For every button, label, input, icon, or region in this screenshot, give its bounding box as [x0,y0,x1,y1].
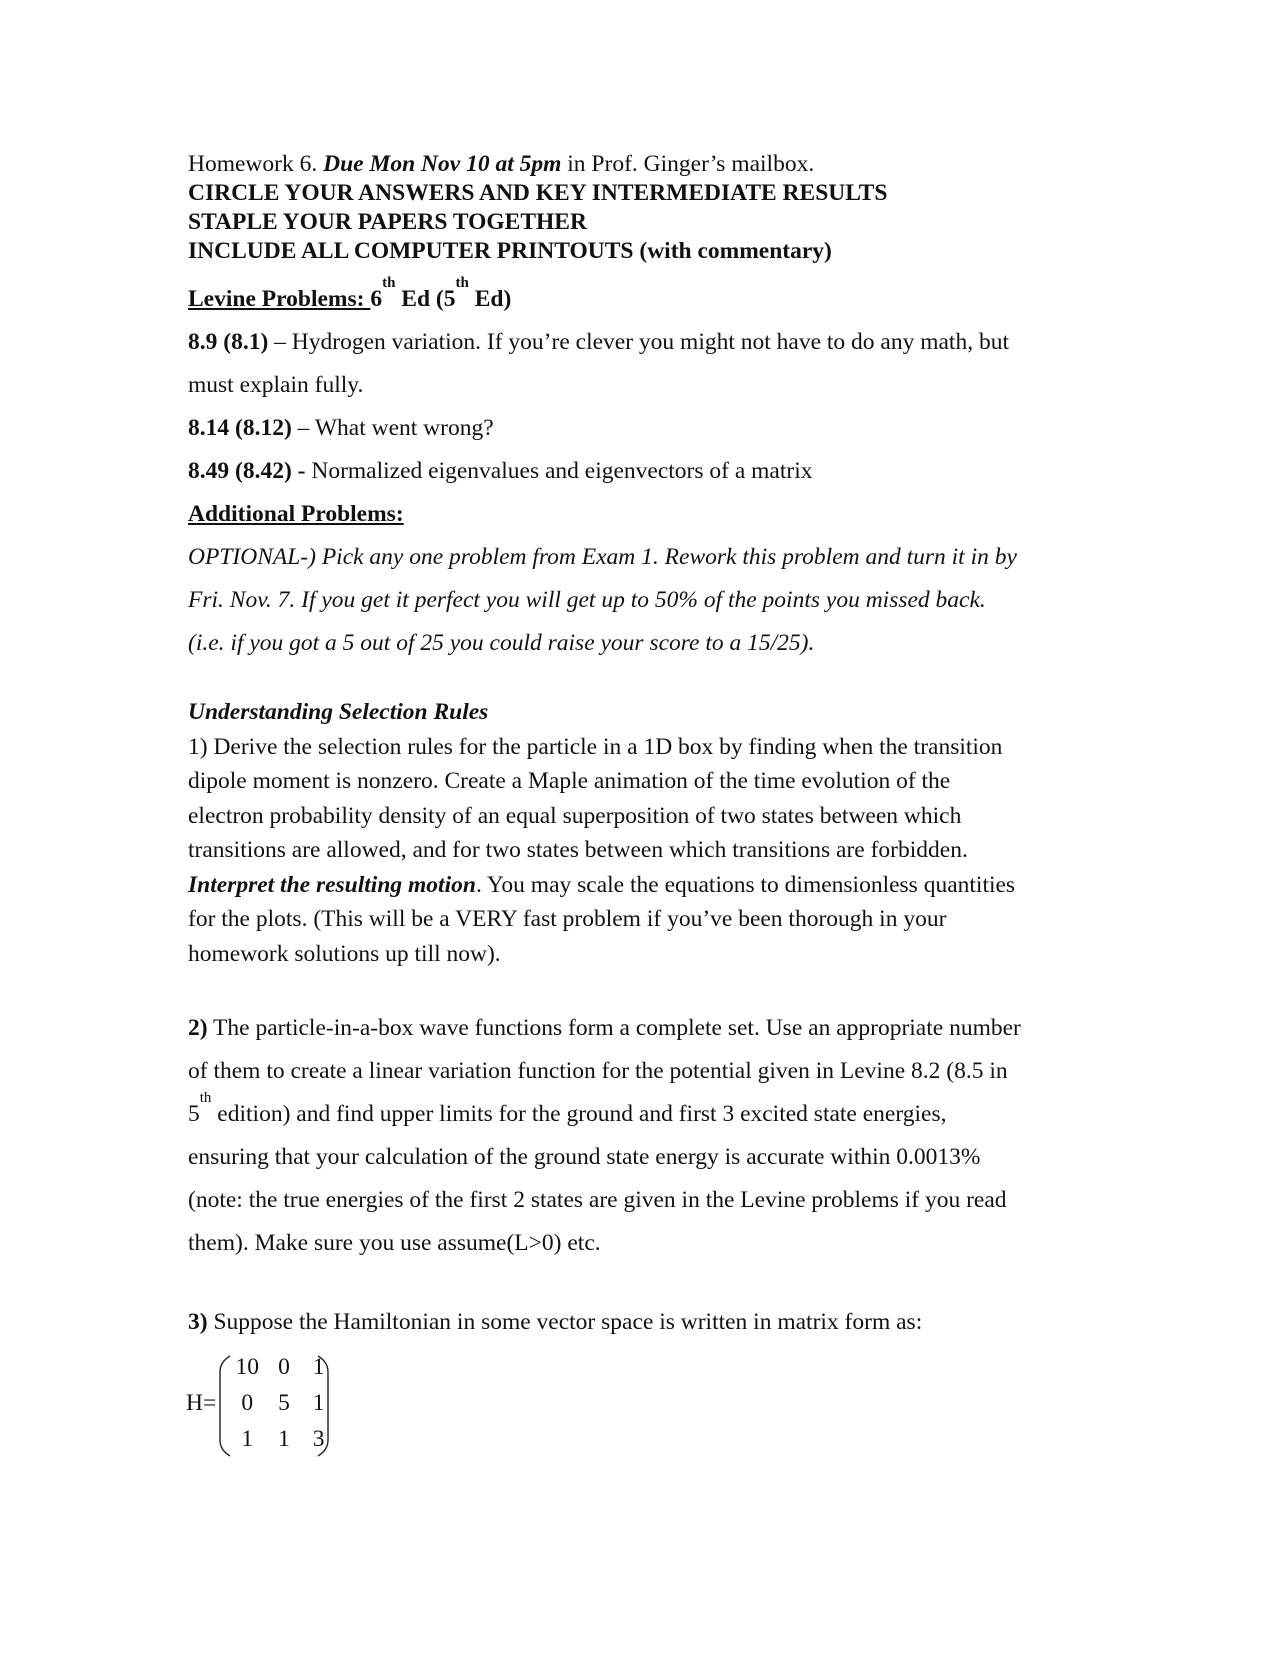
matrix-cell: 1 [312,1354,325,1380]
problem-text: Suppose the Hamiltonian in some vector space is written in matrix form as: [207,1309,923,1335]
problem-8-9 [188,321,1108,364]
selection-line-5 [188,868,1108,903]
interpret-emphasis: Interpret the resulting motion [188,871,476,898]
problem-8-14 [188,407,1108,450]
levine-heading-line [188,275,1108,321]
matrix-cell: 5 [278,1390,290,1416]
problem2-line-1 [188,1007,1108,1050]
hw-prefix: Homework 6. [188,151,324,177]
matrix-cell: 0 [278,1354,290,1380]
matrix-row-1 [228,1354,336,1381]
problem3-line [188,1301,1108,1344]
instruction-staple: STAPLE YOUR PAPERS TOGETHER [188,209,587,235]
edition-6: 6 [370,286,383,312]
homework-page [188,150,1108,1460]
selection-line-3: electron probability density of an equal superposition of two states between which [188,802,962,829]
hw-suffix: in Prof. Ginger’s mailbox. [561,151,815,177]
optional-line-3: (i.e. if you got a 5 out of 25 you could raise your score to a 15/25). [188,630,815,656]
problem2-line-4: ensuring that your calculation of the ground state energy is accurate within 0.0013% [188,1144,981,1170]
problem-number: 8.49 (8.42) - [188,458,306,484]
problem2-line-2: of them to create a linear variation function for the potential given in Levine 8.2 (8.5 in [188,1058,1008,1084]
selection-heading: Understanding Selection Rules [188,699,489,725]
problem-text: The particle-in-a-box wave functions form a complete set. Use an appropriate number [207,1015,1021,1041]
selection-line-2: dipole moment is nonzero. Create a Maple animation of the time evolution of the [188,768,951,794]
matrix-cell: 1 [241,1426,254,1452]
problem2-line-6: them). Make sure you use assume(L>0) etc. [188,1230,601,1256]
problem2-line-3 [188,1090,1108,1136]
problem-number: 2) [188,1015,208,1041]
optional-line-1: OPTIONAL-) Pick any one problem from Exam 1. Rework this problem and turn it in by [188,544,1017,570]
problem-8-49 [188,450,1108,493]
problem-text: – Hydrogen variation. If you’re clever you might not have to do any math, but [268,329,1009,355]
problem-text: – What went wrong? [291,415,494,441]
additional-heading: Additional Problems: [188,501,404,527]
matrix-row-2 [228,1390,336,1417]
optional-line-2: Fri. Nov. 7. If you get it perfect you will get up to 50% of the points you missed back. [188,587,986,613]
edition-close: Ed) [468,286,512,312]
problem-number: 8.14 (8.12) [188,415,292,441]
interpret-rest: . You may scale the equations to dimensionless quantities [475,871,1016,898]
edition-sup: th [199,1090,212,1106]
edition-5: Ed (5 [395,286,456,312]
matrix-cell: 0 [241,1390,254,1416]
instruction-printouts: INCLUDE ALL COMPUTER PRINTOUTS (with commentary) [188,238,832,264]
problem2-line-5: (note: the true energies of the first 2 states are given in the Levine problems if you read [188,1187,1007,1213]
problem-8-9-cont: must explain fully. [188,372,364,398]
selection-line-7: homework solutions up till now). [188,940,501,967]
problem-number: 3) [188,1309,208,1335]
problem-text: Normalized eigenvalues and eigenvectors of a matrix [305,458,813,484]
matrix-cell: 3 [312,1426,325,1452]
levine-heading: Levine Problems: [188,286,371,312]
header-line [188,150,1108,179]
problem-number: 8.9 (8.1) [188,329,269,355]
matrix-row-3 [228,1426,336,1453]
selection-line-1: 1) Derive the selection rules for the particle in a 1D box by finding when the transition [188,733,1003,760]
matrix-cell: 1 [312,1390,325,1416]
selection-line-6: for the plots. (This will be a VERY fast problem if you’ve been thorough in your [188,906,947,932]
edition-number: 5 [188,1101,200,1127]
matrix-cell: 1 [278,1426,290,1452]
edition-5-sup: th [455,275,469,291]
matrix-label: H= [186,1390,217,1416]
due-date: Due Mon Nov 10 at 5pm [323,151,562,177]
matrix-cell: 10 [235,1354,260,1380]
hamiltonian-matrix [188,1352,1108,1460]
edition-6-sup: th [382,275,396,291]
selection-line-4: transitions are allowed, and for two states between which transitions are forbidden. [188,837,968,863]
problem-text: edition) and find upper limits for the ground and first 3 excited state energies, [211,1101,947,1127]
instruction-circle: CIRCLE YOUR ANSWERS AND KEY INTERMEDIATE RESULTS [188,180,888,206]
